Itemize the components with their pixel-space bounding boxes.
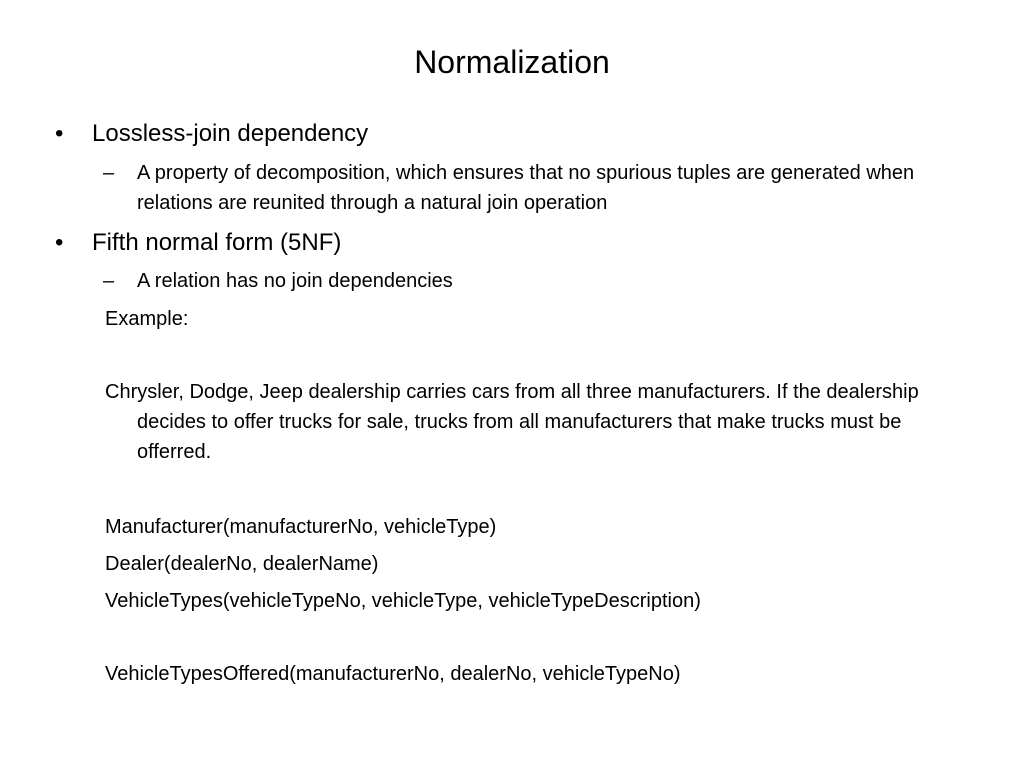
relation-manufacturer: Manufacturer(manufacturerNo, vehicleType)	[105, 516, 497, 538]
sub-item-lossless-join-definition	[103, 158, 983, 218]
bullet-heading: Fifth normal form (5NF)	[92, 229, 342, 256]
sub-item-text: A property of decomposition, which ensures that no spurious tuples are generated when relations are reunited through a natural join operation	[137, 162, 915, 214]
bullet-item-lossless-join	[55, 119, 368, 149]
bullet-glyph: •	[55, 229, 64, 256]
sub-item-text: A relation has no join dependencies	[137, 270, 453, 292]
slide-title: Normalization	[414, 44, 610, 80]
relation-dealer: Dealer(dealerNo, dealerName)	[105, 553, 379, 575]
bullet-item-5nf	[55, 228, 341, 258]
dash-glyph: –	[103, 162, 115, 184]
bullet-heading: Lossless-join dependency	[92, 120, 369, 147]
relation-vehicle-types-offered: VehicleTypesOffered(manufacturerNo, dealerNo, vehicleTypeNo)	[105, 663, 681, 685]
bullet-glyph: •	[55, 120, 64, 147]
example-label: Example:	[105, 308, 189, 330]
sub-item-5nf-definition	[103, 266, 983, 296]
dash-glyph: –	[103, 270, 115, 292]
example-text: Chrysler, Dodge, Jeep dealership carries cars from all three manufacturers. If the dealership decides to offer trucks for sale, trucks from all manufacturers that make trucks must be offerred.	[105, 381, 919, 463]
relation-vehicle-types: VehicleTypes(vehicleTypeNo, vehicleType, vehicleTypeDescription)	[105, 590, 701, 612]
